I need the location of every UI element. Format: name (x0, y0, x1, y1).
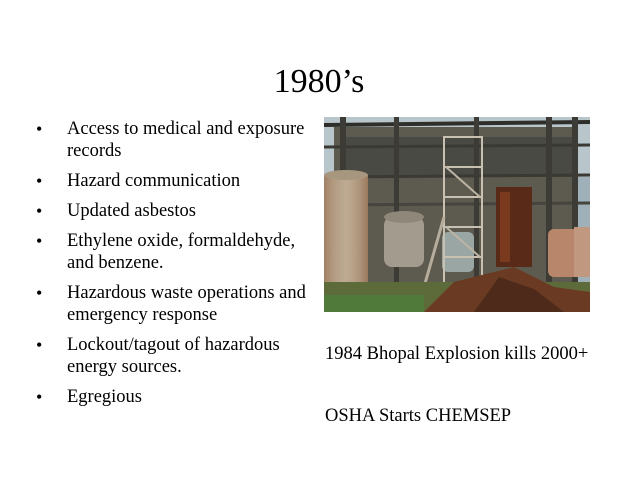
bullet-text: Hazard communication (67, 171, 241, 191)
bullet-item (36, 334, 316, 378)
bullet-icon: • (36, 231, 43, 251)
bullet-icon: • (36, 201, 43, 221)
bullet-list (36, 118, 316, 416)
bullet-icon: • (36, 283, 43, 303)
bullet-text: Ethylene oxide, formaldehyde, and benzene. (67, 231, 296, 273)
bullet-item (36, 282, 316, 326)
slide-title: 1980’s (273, 63, 365, 100)
photo-caption: 1984 Bhopal Explosion kills 2000+ (325, 344, 589, 364)
bullet-text: Updated asbestos (67, 201, 196, 221)
bullet-icon: • (36, 171, 43, 191)
bullet-icon: • (36, 387, 43, 407)
bullet-text: Access to medical and exposure records (67, 119, 305, 161)
bullet-text: Egregious (67, 387, 143, 407)
bullet-item (36, 170, 316, 192)
bullet-text: Hazardous waste operations and emergency response (67, 283, 306, 325)
bullet-icon: • (36, 119, 43, 139)
bullet-item (36, 118, 316, 162)
bullet-icon: • (36, 335, 43, 355)
bullet-item (36, 200, 316, 222)
bullet-text: Lockout/tagout of hazardous energy sources. (67, 335, 280, 377)
bullet-item (36, 386, 316, 408)
chemsep-note: OSHA Starts CHEMSEP (325, 406, 512, 426)
bullet-item (36, 230, 316, 274)
bhopal-plant-photo (324, 117, 590, 312)
